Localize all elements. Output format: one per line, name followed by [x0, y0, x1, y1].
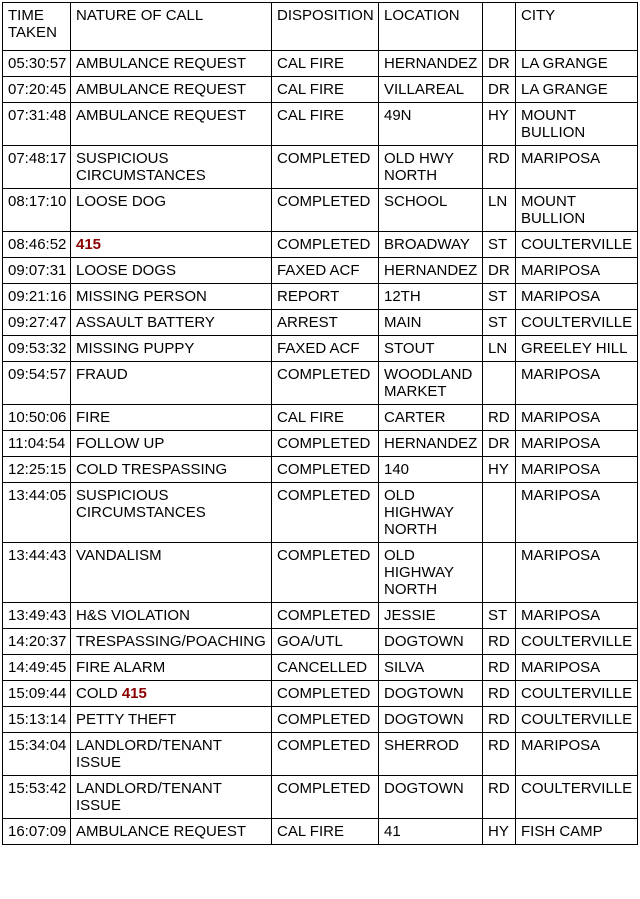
- location-cell: 140: [379, 457, 483, 483]
- city-cell: MARIPOSA: [516, 405, 638, 431]
- table-row: [3, 457, 638, 483]
- nature-of-call-cell: FIRE: [71, 405, 272, 431]
- disposition-cell: GOA/UTL: [272, 629, 379, 655]
- nature-of-call-cell: SUSPICIOUS CIRCUMSTANCES: [71, 483, 272, 543]
- city-cell: FISH CAMP: [516, 819, 638, 845]
- location-cell: HERNANDEZ: [379, 51, 483, 77]
- disposition-cell: COMPLETED: [272, 707, 379, 733]
- location-cell: 41: [379, 819, 483, 845]
- location-cell: MAIN: [379, 310, 483, 336]
- table-row: [3, 431, 638, 457]
- time-taken-cell: 15:34:04: [3, 733, 71, 776]
- location-cell: WOODLAND MARKET: [379, 362, 483, 405]
- header-disposition: DISPOSITION: [272, 3, 379, 51]
- street-suffix-cell: ST: [483, 284, 516, 310]
- location-cell: 12TH: [379, 284, 483, 310]
- location-cell: 49N: [379, 103, 483, 146]
- city-cell: GREELEY HILL: [516, 336, 638, 362]
- disposition-cell: COMPLETED: [272, 681, 379, 707]
- street-suffix-cell: RD: [483, 655, 516, 681]
- header-city: CITY: [516, 3, 638, 51]
- header-location: LOCATION: [379, 3, 483, 51]
- street-suffix-cell: HY: [483, 819, 516, 845]
- nature-of-call-cell: SUSPICIOUS CIRCUMSTANCES: [71, 146, 272, 189]
- street-suffix-cell: HY: [483, 103, 516, 146]
- time-taken-cell: 10:50:06: [3, 405, 71, 431]
- location-cell: BROADWAY: [379, 232, 483, 258]
- street-suffix-cell: RD: [483, 733, 516, 776]
- time-taken-cell: 09:54:57: [3, 362, 71, 405]
- disposition-cell: FAXED ACF: [272, 336, 379, 362]
- city-cell: COULTERVILLE: [516, 681, 638, 707]
- table-row: [3, 543, 638, 603]
- time-taken-cell: 09:21:16: [3, 284, 71, 310]
- nature-of-call-cell: [71, 681, 272, 707]
- nature-of-call-cell: LOOSE DOG: [71, 189, 272, 232]
- table-row: [3, 103, 638, 146]
- nature-of-call-cell: MISSING PERSON: [71, 284, 272, 310]
- city-cell: MARIPOSA: [516, 457, 638, 483]
- disposition-cell: CAL FIRE: [272, 819, 379, 845]
- city-cell: MARIPOSA: [516, 543, 638, 603]
- disposition-cell: COMPLETED: [272, 733, 379, 776]
- location-cell: HERNANDEZ: [379, 258, 483, 284]
- street-suffix-cell: RD: [483, 707, 516, 733]
- table-row: [3, 603, 638, 629]
- penal-code-highlight: 415: [121, 685, 147, 702]
- table-row: [3, 483, 638, 543]
- time-taken-cell: 14:49:45: [3, 655, 71, 681]
- time-taken-cell: 07:20:45: [3, 77, 71, 103]
- table-row: [3, 733, 638, 776]
- location-cell: STOUT: [379, 336, 483, 362]
- city-cell: MARIPOSA: [516, 483, 638, 543]
- nature-of-call-cell: ASSAULT BATTERY: [71, 310, 272, 336]
- disposition-cell: CAL FIRE: [272, 103, 379, 146]
- time-taken-cell: 12:25:15: [3, 457, 71, 483]
- disposition-cell: CAL FIRE: [272, 77, 379, 103]
- nature-of-call-cell: PETTY THEFT: [71, 707, 272, 733]
- nature-of-call-cell: AMBULANCE REQUEST: [71, 103, 272, 146]
- nature-of-call-cell: COLD TRESPASSING: [71, 457, 272, 483]
- city-cell: COULTERVILLE: [516, 707, 638, 733]
- time-taken-cell: 14:20:37: [3, 629, 71, 655]
- nature-of-call-cell: MISSING PUPPY: [71, 336, 272, 362]
- street-suffix-cell: RD: [483, 405, 516, 431]
- time-taken-cell: 08:46:52: [3, 232, 71, 258]
- street-suffix-cell: [483, 483, 516, 543]
- city-cell: COULTERVILLE: [516, 776, 638, 819]
- location-cell: SILVA: [379, 655, 483, 681]
- table-row: [3, 776, 638, 819]
- nature-text: COLD: [76, 685, 122, 702]
- city-cell: MARIPOSA: [516, 733, 638, 776]
- city-cell: COULTERVILLE: [516, 310, 638, 336]
- disposition-cell: COMPLETED: [272, 189, 379, 232]
- table-row: [3, 284, 638, 310]
- table-row: [3, 655, 638, 681]
- city-cell: MARIPOSA: [516, 431, 638, 457]
- time-taken-cell: 09:53:32: [3, 336, 71, 362]
- city-cell: COULTERVILLE: [516, 629, 638, 655]
- time-taken-cell: 09:27:47: [3, 310, 71, 336]
- time-taken-cell: 16:07:09: [3, 819, 71, 845]
- table-row: [3, 362, 638, 405]
- location-cell: DOGTOWN: [379, 681, 483, 707]
- location-cell: SCHOOL: [379, 189, 483, 232]
- disposition-cell: COMPLETED: [272, 483, 379, 543]
- header-time-taken: TIME TAKEN: [3, 3, 71, 51]
- nature-of-call-cell: FRAUD: [71, 362, 272, 405]
- disposition-cell: COMPLETED: [272, 776, 379, 819]
- street-suffix-cell: DR: [483, 431, 516, 457]
- location-cell: JESSIE: [379, 603, 483, 629]
- disposition-cell: COMPLETED: [272, 431, 379, 457]
- city-cell: MARIPOSA: [516, 284, 638, 310]
- street-suffix-cell: RD: [483, 629, 516, 655]
- disposition-cell: CAL FIRE: [272, 51, 379, 77]
- location-cell: HERNANDEZ: [379, 431, 483, 457]
- disposition-cell: CAL FIRE: [272, 405, 379, 431]
- time-taken-cell: 07:31:48: [3, 103, 71, 146]
- street-suffix-cell: DR: [483, 77, 516, 103]
- city-cell: MARIPOSA: [516, 655, 638, 681]
- table-row: [3, 77, 638, 103]
- location-cell: DOGTOWN: [379, 629, 483, 655]
- table-row: [3, 707, 638, 733]
- disposition-cell: COMPLETED: [272, 146, 379, 189]
- city-cell: MARIPOSA: [516, 603, 638, 629]
- street-suffix-cell: ST: [483, 310, 516, 336]
- table-row: [3, 681, 638, 707]
- nature-of-call-cell: VANDALISM: [71, 543, 272, 603]
- call-log-table: [2, 2, 638, 845]
- table-row: [3, 232, 638, 258]
- time-taken-cell: 15:09:44: [3, 681, 71, 707]
- table-row: [3, 258, 638, 284]
- street-suffix-cell: LN: [483, 189, 516, 232]
- city-cell: MOUNT BULLION: [516, 103, 638, 146]
- header-nature-of-call: NATURE OF CALL: [71, 3, 272, 51]
- time-taken-cell: 15:13:14: [3, 707, 71, 733]
- city-cell: MARIPOSA: [516, 362, 638, 405]
- time-taken-cell: 07:48:17: [3, 146, 71, 189]
- location-cell: OLD HIGHWAY NORTH: [379, 543, 483, 603]
- street-suffix-cell: ST: [483, 603, 516, 629]
- time-taken-cell: 13:49:43: [3, 603, 71, 629]
- location-cell: SHERROD: [379, 733, 483, 776]
- location-cell: VILLAREAL: [379, 77, 483, 103]
- disposition-cell: COMPLETED: [272, 457, 379, 483]
- disposition-cell: COMPLETED: [272, 603, 379, 629]
- nature-of-call-cell: LANDLORD/TENANT ISSUE: [71, 733, 272, 776]
- nature-of-call-cell: [71, 232, 272, 258]
- time-taken-cell: 13:44:43: [3, 543, 71, 603]
- nature-of-call-cell: FOLLOW UP: [71, 431, 272, 457]
- penal-code-highlight: 415: [76, 236, 102, 253]
- location-cell: OLD HWY NORTH: [379, 146, 483, 189]
- disposition-cell: COMPLETED: [272, 232, 379, 258]
- call-log-body: [3, 51, 638, 845]
- nature-of-call-cell: AMBULANCE REQUEST: [71, 77, 272, 103]
- nature-of-call-cell: FIRE ALARM: [71, 655, 272, 681]
- table-row: [3, 629, 638, 655]
- street-suffix-cell: [483, 543, 516, 603]
- city-cell: MARIPOSA: [516, 258, 638, 284]
- street-suffix-cell: [483, 362, 516, 405]
- disposition-cell: ARREST: [272, 310, 379, 336]
- table-row: [3, 146, 638, 189]
- header-row: [3, 3, 638, 51]
- table-row: [3, 189, 638, 232]
- nature-of-call-cell: AMBULANCE REQUEST: [71, 51, 272, 77]
- location-cell: CARTER: [379, 405, 483, 431]
- city-cell: COULTERVILLE: [516, 232, 638, 258]
- location-cell: DOGTOWN: [379, 707, 483, 733]
- table-row: [3, 51, 638, 77]
- time-taken-cell: 11:04:54: [3, 431, 71, 457]
- street-suffix-cell: HY: [483, 457, 516, 483]
- time-taken-cell: 13:44:05: [3, 483, 71, 543]
- nature-of-call-cell: LANDLORD/TENANT ISSUE: [71, 776, 272, 819]
- street-suffix-cell: LN: [483, 336, 516, 362]
- disposition-cell: FAXED ACF: [272, 258, 379, 284]
- city-cell: MARIPOSA: [516, 146, 638, 189]
- time-taken-cell: 15:53:42: [3, 776, 71, 819]
- time-taken-cell: 05:30:57: [3, 51, 71, 77]
- location-cell: DOGTOWN: [379, 776, 483, 819]
- header-street-suffix: [483, 3, 516, 51]
- city-cell: LA GRANGE: [516, 77, 638, 103]
- time-taken-cell: 09:07:31: [3, 258, 71, 284]
- street-suffix-cell: RD: [483, 681, 516, 707]
- street-suffix-cell: RD: [483, 776, 516, 819]
- table-row: [3, 405, 638, 431]
- disposition-cell: REPORT: [272, 284, 379, 310]
- nature-of-call-cell: AMBULANCE REQUEST: [71, 819, 272, 845]
- city-cell: MOUNT BULLION: [516, 189, 638, 232]
- street-suffix-cell: DR: [483, 258, 516, 284]
- street-suffix-cell: ST: [483, 232, 516, 258]
- time-taken-cell: 08:17:10: [3, 189, 71, 232]
- disposition-cell: COMPLETED: [272, 543, 379, 603]
- table-row: [3, 310, 638, 336]
- location-cell: OLD HIGHWAY NORTH: [379, 483, 483, 543]
- table-row: [3, 336, 638, 362]
- disposition-cell: CANCELLED: [272, 655, 379, 681]
- nature-of-call-cell: LOOSE DOGS: [71, 258, 272, 284]
- city-cell: LA GRANGE: [516, 51, 638, 77]
- nature-of-call-cell: H&S VIOLATION: [71, 603, 272, 629]
- nature-of-call-cell: TRESPASSING/POACHING: [71, 629, 272, 655]
- street-suffix-cell: RD: [483, 146, 516, 189]
- table-row: [3, 819, 638, 845]
- disposition-cell: COMPLETED: [272, 362, 379, 405]
- street-suffix-cell: DR: [483, 51, 516, 77]
